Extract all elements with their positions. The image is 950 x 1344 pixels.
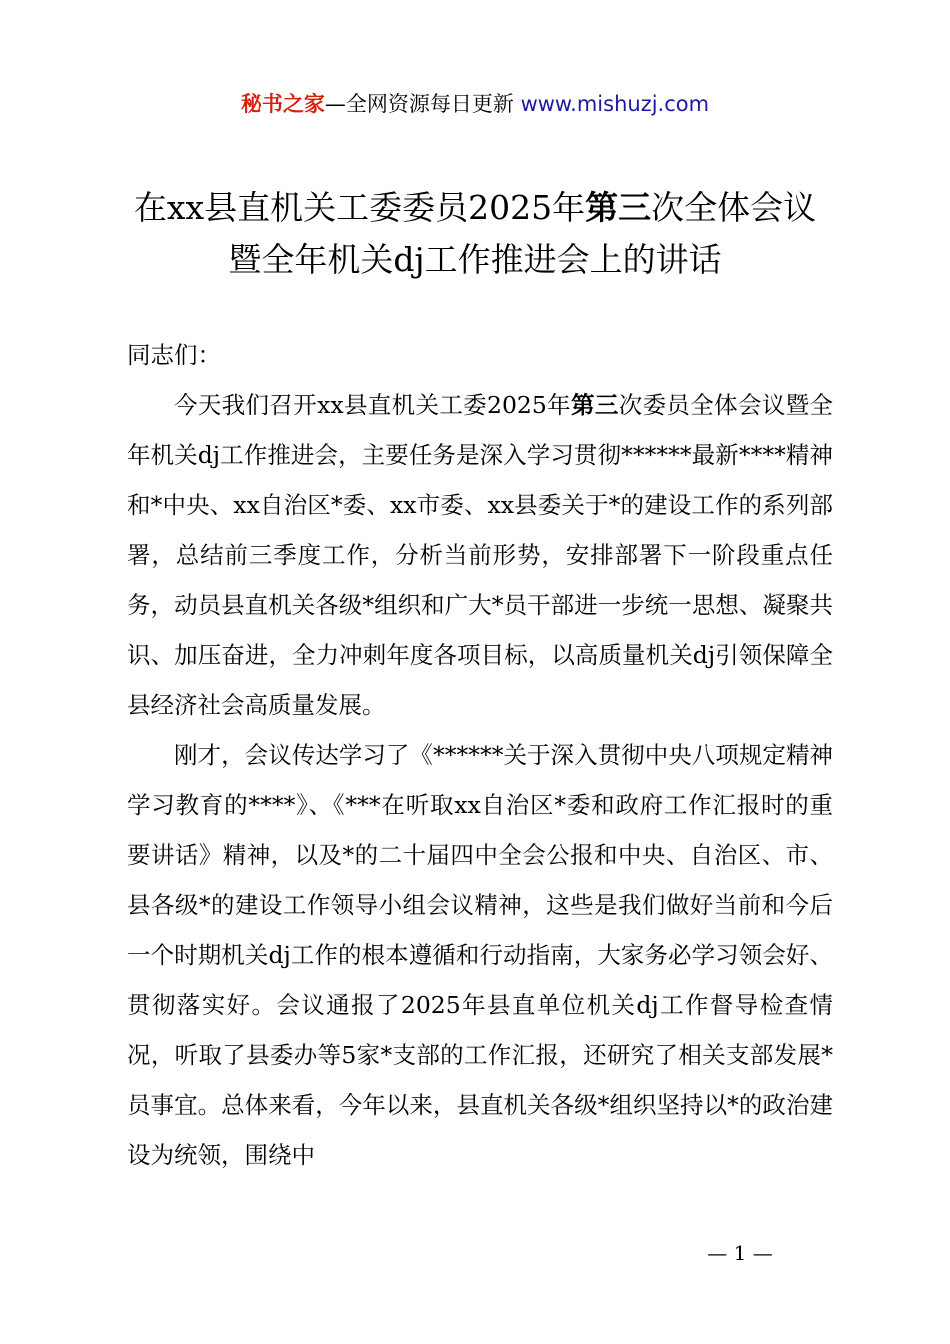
paragraph-1 [127, 380, 833, 730]
header-tagline: —全网资源每日更新 [324, 92, 521, 116]
document-title [120, 182, 830, 286]
site-url[interactable]: www.mishuzj.com [520, 92, 710, 116]
document-body [127, 330, 833, 1180]
title-part2: 次全体会议暨全年机关dj工作推进会上的讲话 [228, 188, 817, 279]
paragraph-2: 刚才，会议传达学习了《******关于深入贯彻中央八项规定精神学习教育的****》、《***在听取xx自治区*委和政府工作汇报时的重要讲话》精神，以及*的二十届四中全会公报和中央、自治区、市、县各级*的建设工作领导小组会议精神，这些是我们做好当前和今后一个时期机关dj工作的根本遵循和行动指南，大家务必学习领会好、贯彻落实好。会议通报了2025年县直单位机关dj工作督导检查情况，听取了县委办等5家*支部的工作汇报，还研究了相关支部发展*员事宜。总体来看，今年以来，县直机关各级*组织坚持以*的政治建设为统领，围绕中 [127, 741, 833, 1169]
paragraph-1-rest: 次委员全体会议暨全年机关dj工作推进会，主要任务是深入学习贯彻******最新****精神和*中央、xx自治区*委、xx市委、xx县委关于*的建设工作的系列部署，总结前三季度工作，分析当前形势，安排部署下一阶段重点任务，动员县直机关各级*组织和广大*员干部进一步统一思想、凝聚共识、加压奋进，全力冲刺年度各项目标，以高质量机关dj引领保障全县经济社会高质量发展。 [127, 391, 834, 719]
title-part1: 在xx县直机关工委委员2025年 [133, 188, 586, 227]
salutation: 同志们： [127, 341, 221, 369]
paragraph-1-bold: 第三 [571, 391, 619, 419]
site-header [0, 88, 950, 120]
paragraph-1-start: 今天我们召开xx县直机关工委2025年 [174, 391, 572, 419]
title-bold: 第三 [585, 188, 652, 227]
brand-name: 秘书之家 [240, 92, 325, 116]
page-number: — 1 — [707, 1241, 773, 1265]
